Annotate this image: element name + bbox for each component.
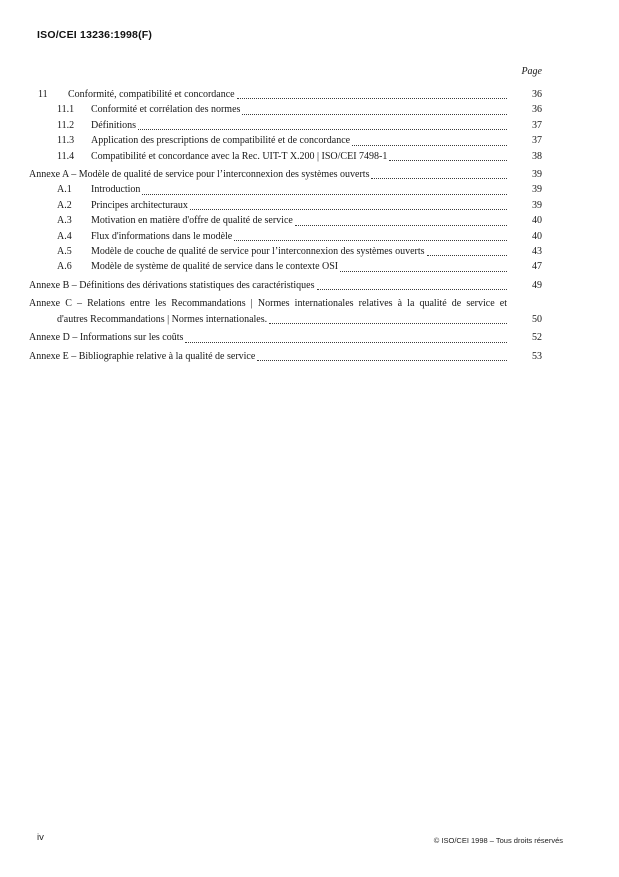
toc-entry-title: Annexe D – Informations sur les coûts bbox=[29, 332, 184, 344]
dot-leader bbox=[138, 129, 507, 130]
toc-entry-page: 40 bbox=[532, 230, 542, 242]
toc-entries bbox=[29, 87, 542, 364]
toc-entry bbox=[29, 133, 542, 148]
dot-leader bbox=[371, 178, 507, 179]
dot-leader bbox=[295, 225, 507, 226]
toc-entry-number: A.4 bbox=[57, 230, 72, 242]
toc-entry-title: Annexe A – Modèle de qualité de service pour l’interconnexion des systèmes ouverts bbox=[29, 169, 370, 181]
toc-entry-page: 52 bbox=[532, 332, 542, 344]
toc-entry-page: 39 bbox=[532, 184, 542, 196]
dot-leader bbox=[242, 114, 507, 115]
toc-entry bbox=[29, 259, 542, 274]
toc-entry bbox=[29, 102, 542, 117]
dot-leader bbox=[317, 289, 508, 290]
toc-entry-title: Annexe E – Bibliographie relative à la qualité de service bbox=[29, 350, 256, 362]
toc-entry-page: 36 bbox=[532, 104, 542, 116]
toc-entry bbox=[29, 244, 542, 259]
toc-entry-title: Modèle de couche de qualité de service pour l’interconnexion des systèmes ouverts bbox=[91, 246, 425, 258]
footer-copyright: © ISO/CEI 1998 – Tous droits réservés bbox=[433, 836, 563, 845]
toc-entry-title: Motivation en matière d'offre de qualité de service bbox=[91, 215, 293, 227]
toc-entry bbox=[29, 349, 542, 364]
toc-entry-title: Compatibilité et concordance avec la Rec. UIT-T X.200 | ISO/CEI 7498-1 bbox=[91, 150, 388, 162]
toc-entry-page: 40 bbox=[532, 215, 542, 227]
toc-entry-number: A.1 bbox=[57, 184, 72, 196]
dot-leader bbox=[352, 145, 507, 146]
toc-entry bbox=[29, 278, 542, 293]
toc-entry-number: 11.2 bbox=[57, 119, 75, 131]
dot-leader bbox=[389, 160, 507, 161]
toc-entry bbox=[29, 198, 542, 213]
toc-entry-page: 37 bbox=[532, 119, 542, 131]
toc-entry-title: Conformité et corrélation des normes bbox=[91, 104, 241, 116]
toc-entry: Annexe C – Relations entre les Recommandations | Normes internationales relatives à la qualité de service et bbox=[29, 298, 507, 310]
toc-entry-title: Introduction bbox=[91, 184, 141, 196]
dot-leader bbox=[257, 360, 507, 361]
toc-entry-continuation bbox=[29, 312, 542, 327]
toc-entry-page: 37 bbox=[532, 135, 542, 147]
toc-entry-number: 11.4 bbox=[57, 150, 75, 162]
toc-entry-page: 36 bbox=[532, 89, 542, 100]
dot-leader bbox=[237, 98, 507, 99]
toc-entry-page: 38 bbox=[532, 150, 542, 162]
toc-entry-page: 49 bbox=[532, 279, 542, 291]
toc-entry-page: 53 bbox=[532, 350, 542, 362]
toc-entry-title: Annexe B – Définitions des dérivations statistiques des caractéristiques bbox=[29, 279, 315, 291]
toc-entry-number: 11 bbox=[38, 89, 48, 100]
toc-entry-number: A.3 bbox=[57, 215, 72, 227]
toc-entry-number: 11.1 bbox=[57, 104, 75, 116]
toc-entry bbox=[29, 87, 542, 102]
document-id: ISO/CEI 13236:1998(F) bbox=[37, 29, 153, 41]
toc-entry bbox=[29, 330, 542, 345]
toc-entry-page: 39 bbox=[532, 169, 542, 181]
toc-entry-page: 39 bbox=[532, 199, 542, 211]
toc-entry bbox=[29, 213, 542, 228]
toc-entry-title: d'autres Recommandations | Normes internationales. bbox=[57, 313, 268, 325]
toc-entry-title: Principes architecturaux bbox=[91, 199, 188, 211]
dot-leader bbox=[269, 323, 507, 324]
dot-leader bbox=[427, 255, 507, 256]
page-column-label: Page bbox=[521, 66, 542, 77]
table-of-contents bbox=[29, 64, 542, 364]
toc-entry-title: Modèle de système de qualité de service dans le contexte OSI bbox=[91, 261, 339, 273]
toc-entry-title: Définitions bbox=[91, 119, 136, 131]
dot-leader bbox=[234, 240, 507, 241]
toc-entry bbox=[29, 118, 542, 133]
toc-entry-number: A.6 bbox=[57, 261, 72, 273]
toc-entry-number: 11.3 bbox=[57, 135, 75, 147]
toc-entry-title: Application des prescriptions de compatibilité et de concordance bbox=[91, 135, 351, 147]
dot-leader bbox=[185, 342, 507, 343]
toc-entry-number: A.2 bbox=[57, 199, 72, 211]
dot-leader bbox=[142, 194, 507, 195]
footer-page-number: iv bbox=[37, 832, 44, 843]
toc-entry-page: 47 bbox=[532, 261, 542, 273]
toc-entry-number: A.5 bbox=[57, 246, 72, 258]
toc-entry bbox=[29, 149, 542, 164]
toc-entry bbox=[29, 167, 542, 182]
toc-entry-page: 50 bbox=[532, 313, 542, 325]
dot-leader bbox=[190, 209, 507, 210]
toc-entry-title: Flux d'informations dans le modèle bbox=[91, 230, 233, 242]
toc-entry bbox=[29, 229, 542, 244]
toc-entry bbox=[29, 182, 542, 197]
toc-entry-title: Conformité, compatibilité et concordance bbox=[68, 89, 235, 100]
toc-entry-page: 43 bbox=[532, 246, 542, 258]
dot-leader bbox=[340, 271, 507, 272]
